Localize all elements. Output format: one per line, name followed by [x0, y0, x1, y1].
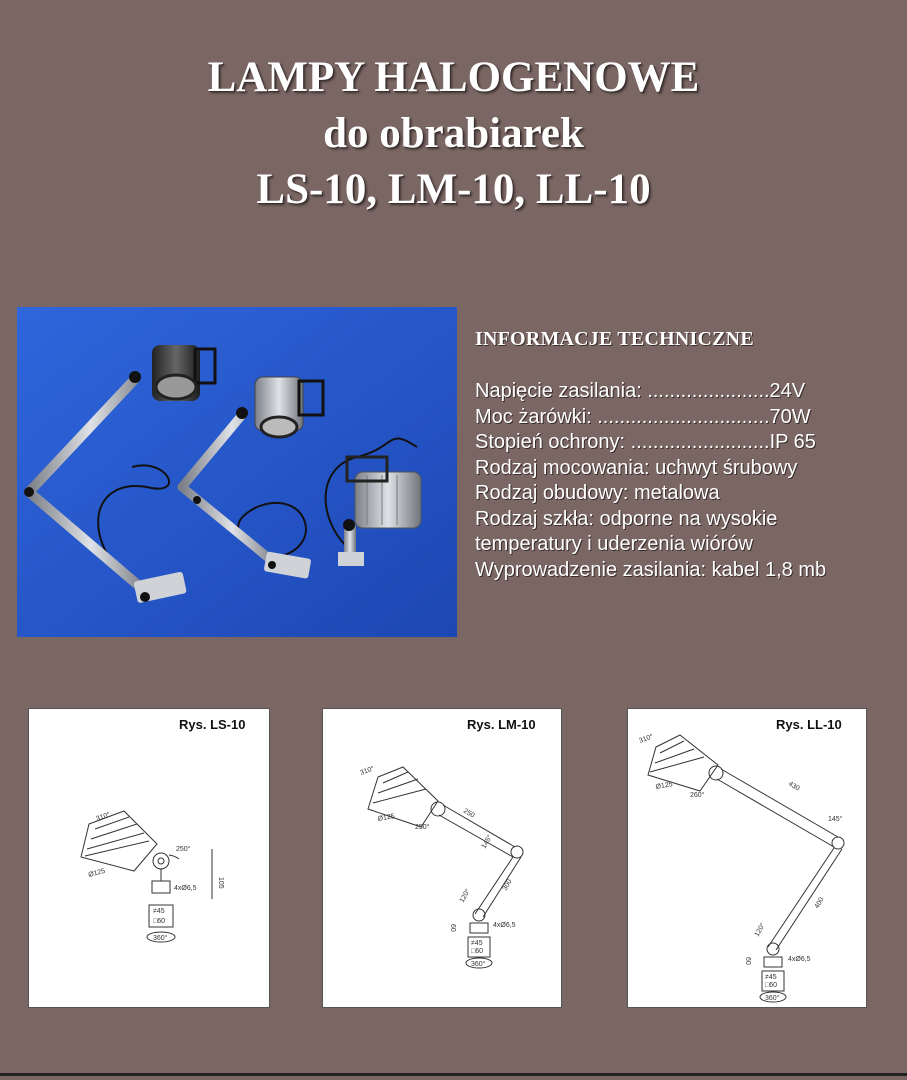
info-line-glass: Rodzaj szkła: odporne na wysokie [475, 507, 778, 530]
ll-dim-11: 60 [744, 957, 751, 965]
ll-dim-4: 145° [828, 816, 843, 823]
lm-dim-8: ≠45 [471, 940, 483, 947]
drawing-label-ll-10: Rys. LL-10 [776, 717, 842, 732]
info-line-glass-cont: temperatury i uderzenia wiórów [475, 533, 753, 555]
lm-dim-9: □60 [471, 948, 484, 955]
bottom-divider [0, 1073, 907, 1076]
ls-dim-0: 310° [95, 811, 112, 823]
ll-dim-6: 120° [753, 921, 767, 938]
drawing-ll-10 [627, 708, 867, 1008]
info-line-protection: Stopień ochrony: .........................IP 65 [475, 431, 816, 453]
ls-dim-2: Ø125 [87, 867, 107, 879]
ls-dim-5: ≠45 [153, 908, 165, 915]
product-photo [17, 307, 457, 637]
info-line-mounting: Rodzaj mocowania: uchwyt śrubowy [475, 456, 798, 479]
ll-dim-2: 260° [690, 792, 705, 799]
page-title [0, 50, 907, 218]
info-line-power: Moc żarówki: ...............................70W [475, 405, 811, 428]
technical-info [475, 328, 826, 583]
drawing-label-lm-10: Rys. LM-10 [467, 717, 536, 732]
drawing-label-ls-10: Rys. LS-10 [179, 717, 246, 732]
ll-dim-0: 310° [638, 733, 655, 745]
lm-dim-0: 310° [359, 765, 376, 777]
ll-dim-3: 430 [787, 780, 801, 793]
ls-10-technical-drawing [29, 709, 269, 1007]
lm-dim-2: 250° [415, 824, 430, 831]
lm-dim-10: 360° [471, 961, 486, 968]
ls-dim-7: 360° [153, 935, 168, 942]
lm-dim-1: Ø125 [377, 813, 396, 823]
lm-10-technical-drawing [323, 709, 561, 1007]
info-line-voltage: Napięcie zasilania: ......................24V [475, 380, 806, 402]
ll-dim-1: Ø125 [655, 781, 674, 791]
lm-dim-11: 60 [449, 924, 456, 932]
drawing-ls-10 [28, 708, 270, 1008]
lm-dim-4: 145° [480, 833, 494, 850]
ll-dim-9: □60 [765, 982, 778, 989]
info-line-housing: Rodzaj obudowy: metalowa [475, 482, 720, 504]
ls-dim-6: □60 [153, 918, 166, 925]
ll-dim-7: 4xØ6,5 [788, 956, 811, 963]
title-line-3: LS-10, LM-10, LL-10 [256, 166, 651, 213]
ll-10-technical-drawing [628, 709, 866, 1007]
info-heading: INFORMACJE TECHNICZNE [475, 328, 754, 350]
info-line-cable: Wyprowadzenie zasilania: kabel 1,8 mb [475, 558, 827, 581]
title-line-1: LAMPY HALOGENOWE [207, 54, 700, 101]
lm-dim-3: 250 [462, 807, 476, 820]
lm-dim-6: 120° [458, 887, 472, 904]
title-line-2: do obrabiarek [323, 110, 584, 157]
lm-dim-7: 4xØ6,5 [493, 922, 516, 929]
ls-dim-4: 105 [217, 877, 224, 889]
drawing-lm-10 [322, 708, 562, 1008]
ls-dim-3: 4xØ6,5 [174, 885, 197, 892]
ll-dim-5: 400 [813, 896, 826, 910]
ll-dim-10: 360° [765, 995, 780, 1002]
lamps-photo-illustration [17, 307, 457, 637]
ls-dim-1: 250° [176, 846, 191, 853]
ll-dim-8: ≠45 [765, 974, 777, 981]
lm-dim-5: 300 [501, 878, 514, 892]
